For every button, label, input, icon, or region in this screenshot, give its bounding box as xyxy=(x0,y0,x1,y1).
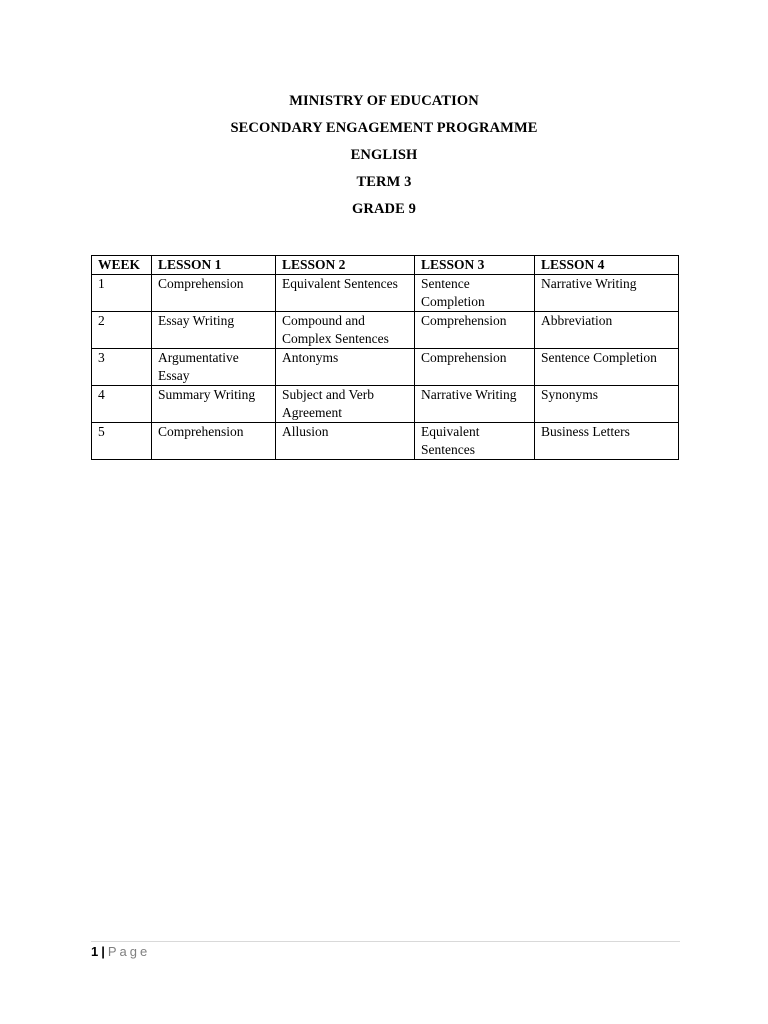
table-row xyxy=(92,386,679,423)
heading-grade: GRADE 9 xyxy=(352,201,416,217)
cell-lesson-3: Narrative Writing xyxy=(415,386,535,423)
header-lesson-3: LESSON 3 xyxy=(415,256,535,275)
cell-week: 1 xyxy=(92,275,152,312)
cell-lesson-1: Comprehension xyxy=(152,423,276,460)
header-week: WEEK xyxy=(92,256,152,275)
table-row xyxy=(92,423,679,460)
header-lesson-2: LESSON 2 xyxy=(276,256,415,275)
cell-lesson-2: Subject and Verb Agreement xyxy=(276,386,415,423)
cell-week: 2 xyxy=(92,312,152,349)
cell-lesson-4: Narrative Writing xyxy=(535,275,679,312)
header-lesson-4: LESSON 4 xyxy=(535,256,679,275)
cell-lesson-1: Summary Writing xyxy=(152,386,276,423)
heading-programme: SECONDARY ENGAGEMENT PROGRAMME xyxy=(230,120,538,136)
footer-divider xyxy=(91,941,680,942)
lesson-schedule-table xyxy=(91,255,679,460)
page-label: Page xyxy=(107,944,151,959)
cell-lesson-4: Abbreviation xyxy=(535,312,679,349)
table-header-row xyxy=(92,256,679,275)
cell-week: 4 xyxy=(92,386,152,423)
cell-lesson-3: Comprehension xyxy=(415,312,535,349)
header-lesson-1: LESSON 1 xyxy=(152,256,276,275)
cell-lesson-2: Antonyms xyxy=(276,349,415,386)
cell-lesson-3: Sentence Completion xyxy=(415,275,535,312)
heading-term: TERM 3 xyxy=(356,174,412,190)
table-row xyxy=(92,312,679,349)
cell-lesson-1: Comprehension xyxy=(152,275,276,312)
cell-lesson-3: Comprehension xyxy=(415,349,535,386)
cell-lesson-4: Sentence Completion xyxy=(535,349,679,386)
cell-week: 5 xyxy=(92,423,152,460)
heading-ministry: MINISTRY OF EDUCATION xyxy=(289,93,479,109)
footer-separator: | xyxy=(101,944,105,959)
cell-lesson-2: Compound and Complex Sentences xyxy=(276,312,415,349)
page-footer xyxy=(91,944,150,960)
page-number: 1 xyxy=(91,944,99,959)
cell-lesson-1: Argumentative Essay xyxy=(152,349,276,386)
table-row xyxy=(92,275,679,312)
document-heading xyxy=(0,92,768,227)
cell-lesson-4: Business Letters xyxy=(535,423,679,460)
cell-lesson-2: Allusion xyxy=(276,423,415,460)
cell-lesson-2: Equivalent Sentences xyxy=(276,275,415,312)
cell-lesson-4: Synonyms xyxy=(535,386,679,423)
cell-lesson-1: Essay Writing xyxy=(152,312,276,349)
heading-subject: ENGLISH xyxy=(350,147,418,163)
cell-lesson-3: Equivalent Sentences xyxy=(415,423,535,460)
table-row xyxy=(92,349,679,386)
cell-week: 3 xyxy=(92,349,152,386)
